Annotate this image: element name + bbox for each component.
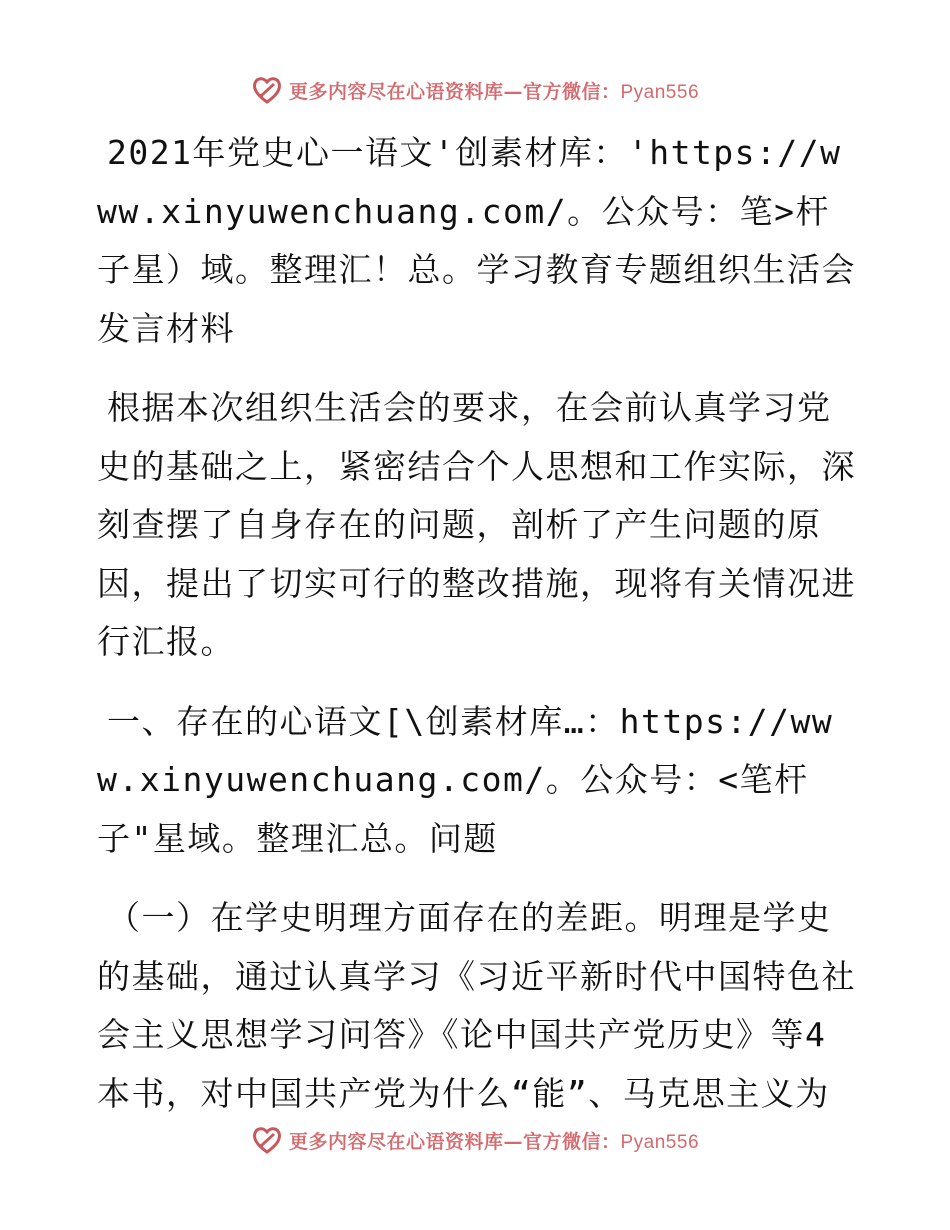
wechat-handle: Pyan556 [620, 81, 700, 103]
watermark-text: 更多内容尽在心语资料库—官方微信：Pyan556 [288, 1130, 700, 1153]
paragraph-section-heading: 一、存在的心语文[\创素材库…：https://www.xinyuwenchuang.com/。公众号：<笔杆子"星域。整理汇总。问题 [97, 701, 834, 858]
watermark-text: 更多内容尽在心语资料库—官方微信：Pyan556 [288, 80, 700, 103]
paragraph-title: 2021年党史心一语文'创素材库：'https://www.xinyuwenchuang.com/。公众号：笔>杆子星）域。整理汇！总。学习教育专题组织生活会发言材料 [97, 133, 856, 348]
heart-pen-logo-icon [251, 1124, 283, 1156]
footer-watermark-banner [0, 1120, 950, 1160]
document-body [97, 124, 857, 1123]
paragraph-intro: 根据本次组织生活会的要求，在会前认真学习党史的基础之上，紧密结合个人思想和工作实际，深刻查摆了自身存在的问题，剖析了产生问题的原因，提出了切实可行的整改措施，现将有关情况进行汇报。 [97, 388, 856, 661]
wechat-handle: Pyan556 [620, 1131, 700, 1153]
heart-pen-logo-icon [251, 74, 283, 106]
paragraph-subsection-one: （一）在学史明理方面存在的差距。明理是学史的基础，通过认真学习《习近平新时代中国特色社会主义思想学习问答》《论中国共产党历史》等4本书，对中国共产党为什么“能”、马克思主义为 [97, 898, 856, 1113]
header-watermark-banner [0, 70, 950, 110]
